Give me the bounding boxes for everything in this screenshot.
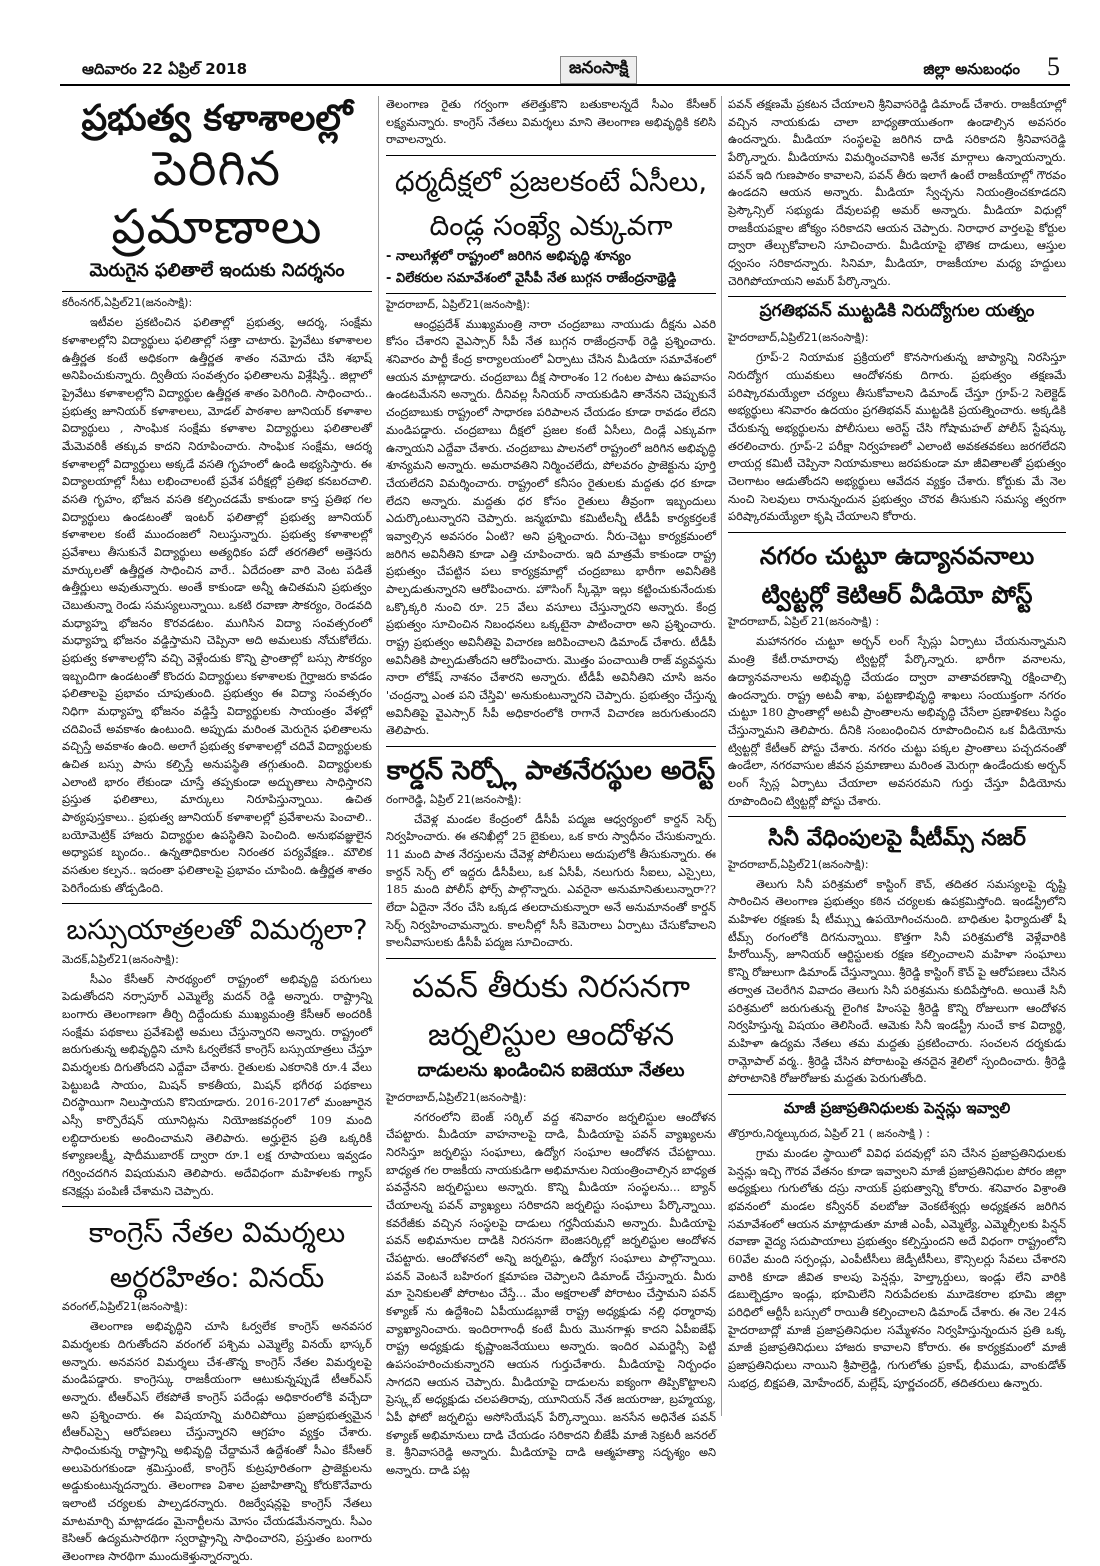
dateline: వరంగల్,ఏప్రిల్21(జనంసాక్షి): xyxy=(62,1300,188,1314)
masthead xyxy=(60,52,1070,86)
article-cordon-search xyxy=(386,755,716,952)
bullet-point: - విలేకరుల సమావేశంలో వైసీపీ నేత బుగ్గన రాజేంద్రనాథ్రెడ్డి xyxy=(386,270,677,286)
column-divider xyxy=(378,96,379,1416)
column-1 xyxy=(62,96,372,1563)
separator xyxy=(62,291,372,292)
bullet-point: - నాలుగేళ్లలో రాష్ట్రంలో జరిగిన అభివృద్ధి శూన్యం xyxy=(386,248,631,264)
article-continuation: పవన్ తక్షణమే ప్రకటన చేయాలని శ్రీనివాసరెడ్డి డిమాండ్ చేశారు. రాజకీయాల్లో వచ్చిన నాయకుడు చాలా బాధ్యతాయుతంగా ఉండాల్సిన అవసరం ఉందన్నారు. మీడియా సంస్థలపై జరిగిన దాడి సరికాదని శ్రీనివాసరెడ్డి పేర్కొన్నారు. మీడియాను విమర్శించవానికి అనేక మార్గాలు ఉన్నాయన్నారు. పవన్ ఇది గుణపాఠం కావాలని, పవన్ తీరు ఇలాగే ఉంటే రాజకీయాల్లో గౌరవం ఉండదని ఆయన అన్నారు. మీడియా స్వేచ్ఛను నియంత్రించకూడదని ప్రెస్కౌన్సిల్ సభ్యుడు దేవులపల్లి అమర్ అన్నారు. మీడియా విధుల్లో రాజకీయపక్షాల జోక్యం సరికాదని ఆయన చెప్పారు. నిరాధార వార్తలపై కోర్టుల ద్వారా తేల్చుకోవాలని సూచించారు. మీడియాపై భౌతిక దాడులు, ఆస్తుల ధ్వంసం సరికాదన్నారు. సినిమా, మీడియా, రాజకీయాల మధ్య హద్దులు చెరిగిపోయాయని అమర్ పేర్కొన్నారు. xyxy=(728,97,1066,288)
section-title: జిల్లా అనుబంధం xyxy=(923,60,1020,78)
article-congress-criticism xyxy=(62,1215,372,1565)
headline-line-1: పవన్ తీరుకు నిరసనగా xyxy=(411,969,691,1006)
dateline: తొర్రూరు,నిర్మల్కురుద, ఏప్రిల్ 21 ( జనంసాక్షి ) : xyxy=(728,1126,930,1140)
dateline: మెదక్,ఏప్రిల్21(జనంసాక్షి): xyxy=(62,952,179,966)
headline-line-1: నగరం చుట్టూ ఉద్యానవనాలు xyxy=(759,542,1035,571)
newspaper-logo: జనంసాక్షి xyxy=(560,56,637,84)
article-body: గ్రామ మండల స్థాయిలో వివిధ పదవుల్లో పని చేసిన ప్రజాప్రతినిధులకు పెన్షన్లు ఇచ్చి గౌరవ వేతనం కూడా ఇవ్వాలని మాజీ ప్రజాప్రతినిధుల పోరం జిల్లా అధ్యక్షులు గుగులోతు దస్రు నాయక్ ప్రభుత్వాన్ని కోరారు. శనివారం విశ్రాంతి భవనంలో మండల కన్వీనర్ వలబోజు వెంకటేశ్వర్లు అధ్యక్షతన జరిగిన సమావేశంలో ఆయన మాట్లాడుతూ మాజీ ఎంపీ, ఎమ్మెల్యే, ఎమ్మెల్సీలకు పిన్షన్ రవాణా వైద్య సదుపాయాలు ప్రభుత్వం కల్పిస్తుందని అదే విధంగా రాష్ట్రంలోని 60వేల మంది సర్పంచ్లు, ఎంపీటీసీలు జెడ్పీటీసీలు, కౌన్సిలర్లు సేవలు చేశారని వారికి కూడా జీవిత కాలపు పెన్షన్లు, హెల్త్కార్డులు, ఇండ్లు లేని వారికి డబుల్బెడ్రూం ఇండ్లు, భూమిలేని నిరుపేదలకు మూడెకరాల భూమి జిల్లా పరిధిలో ఆర్టీసీ బస్సులో రాయితీ కల్పించాలని డిమాండ్ చేశారు. ఈ నెల 24న హైదరాబాద్లో మాజీ ప్రజాప్రతినిధుల సమ్మేళనం నిర్వహిస్తున్నందున ప్రతి ఒక్క మాజీ ప్రజాప్రతినిధులు హాజరు కావాలని కోరారు. ఈ కార్యక్రమంలో మాజీ ప్రజాప్రతినిధులు నాయిని శ్రీపాల్రెడ్డి, గుగులోతు ప్రకాష్, భీముడు, వాంకుడోత్ సుభద్ర, బిక్షపతి, మోహేందర్, మల్లేష్, పూర్ణచందర్, తదితరులు ఉన్నారు. xyxy=(728,1145,1066,1390)
separator xyxy=(62,1206,372,1207)
article-body: సీఎం కేసీఆర్ సారథ్యంలో రాష్ట్రంలో అభివృద్ది పరుగులు పెడుతోందని నర్సాపూర్ ఎమ్మెల్యే మదన్ రెడ్డి అన్నారు. రాష్ట్రాన్ని బంగారు తెలంగాణగా తీర్చి దిద్దేందుకు ముఖ్యమంత్రి కేసీఆర్ అందరికీ సంక్షేమ పథకాలు ప్రవేశపెట్టి అమలు చేస్తున్నారని అన్నారు. రాష్ట్రంలో జరుగుతున్న అభివృద్ధిని చూసి ఓర్వలేకనే కాంగ్రెస్ బస్సుయాత్రలు చేస్తూ విమర్శలకు దిగుతోందని ఎద్దేవా చేశారు. రైతులకు ఎకరానికి రూ.4 వేలు పెట్టుబడి సాయం, మిషన్ కాకతీయ, మిషన్ భగీరథ పథకాలు చిరస్థాయిగా నిలుస్తాయని కొనియాడారు. 2016-2017లో మంజూరైన ఎస్సీ కార్పొరేషన్ యూనిట్లను నియోజకవర్గంలో 109 మంది లబ్ధిదారులకు అందించామని తెలిపారు. అర్హులైన ప్రతి ఒక్కరికీ కళ్యాణలక్ష్మీ, షాదీముబారక్ ద్వారా రూ.1 లక్ష రూపాయలు ఇవ్వడం గర్వించదగిన విషయమని తెలిపారు. అదేవిధంగా మహిళలకు గ్యాస్ కనెక్షన్లు పంపిణీ చేశామని చెప్పారు. xyxy=(62,971,372,1198)
dateline: హైదరాబాద్,ఏప్రిల్21(జనంసాక్షి): xyxy=(728,331,869,345)
article-pragathi-bhavan xyxy=(728,301,1066,526)
article-college-standards xyxy=(62,96,372,897)
dateline: హైదరాబాద్,ఏప్రిల్21(జనంసాక్షి): xyxy=(728,857,869,871)
headline-main: పెరిగిన ప్రమాణాలు xyxy=(111,141,323,255)
article-urban-parks xyxy=(728,541,1066,810)
column-divider xyxy=(721,96,722,1416)
headline-top: ప్రభుత్వ కళాశాలల్లో xyxy=(81,98,353,139)
article-body: చేవెళ్ల మండల కేంద్రంలో డీసీపీ పద్మజ ఆధ్వర్యంలో కార్డన్ సెర్చ్ నిర్వహించారు. ఈ తనిఖీల్లో 25 బైకులు, ఒక కారు స్వాధీనం చేసుకున్నారు. 11 మంది పాత నేరస్తులను చేవెళ్ల పోలీసులు అదుపులోకి తీసుకున్నారు. ఈ కార్డన్ సెర్చ్ లో ఇద్దరు డీసీపీలు, ఒక ఏసీపీ, నలుగురు సీఐలు, ఎస్సైలు, 185 మంది పోలీస్ ఫోర్స్ పాల్గొన్నారు. ఎవరైనా అనుమానితులున్నారా?? లేదా ఏదైనా నేరం చేసి ఒక్కడ తలదాచుకున్నారా అనే అనుమానంతో కార్డన్ సెర్చ్ నిర్వహించామన్నారు. కాలనీల్లో సీసీ కెమెరాలు ఏర్పాటు చేసుకోవాలని కాలనీవాసులకు డీసీపీ పద్మజ సూచించారు. xyxy=(386,811,716,950)
headline: సినీ వేధింపులపై షీటీమ్స్ నజర్ xyxy=(768,826,1026,852)
column-3 xyxy=(728,96,1066,1421)
issue-date: ఆదివారం 22 ఏప్రిల్ 2018 xyxy=(82,60,248,78)
dateline: హైదరాబాద్, ఏప్రిల్ 21(జనంసాక్షి) : xyxy=(728,615,880,629)
headline-line-2: ట్విట్టర్లో కెటిఆర్ వీడియో పోస్ట్ xyxy=(761,581,1033,610)
headline-line-2: జర్నలిస్టుల ఆందోళన xyxy=(427,1017,675,1054)
dateline: కరీంనగర్,ఏప్రిల్21(జనంసాక్షి): xyxy=(62,296,193,310)
article-body: తెలుగు సినీ పరిశ్రమలో కాస్టింగ్ కౌచ్, తదితర సమస్యలపై దృష్టి సారించిన తెలంగాణ ప్రభుత్వం కఠిన చర్యలకు ఉపక్రమిస్తోంది. ఇండస్ట్రీలోని మహిళల రక్షణకు షీ టీమ్స్ను ఉపయోగించనుంది. బాధితుల ఫిర్యాదుతో షీ టీమ్స్ రంగంలోకి దిగనున్నాయి. కొత్తగా సినీ పరిశ్రమలోకి వెళ్లేవారికి హీరోయిన్స్, జూనియర్ ఆర్టిస్టులకు రక్షణ కల్పించాలని మహిళా సంఘాలు కొన్ని రోజులుగా డిమాండ్ చేస్తున్నాయి. శ్రీరెడ్డి కాస్టింగ్ కౌచ్ పై ఆరోపణలు చేసిన తర్వాత చెలరేగిన వివాదం తెలుగు సినీ పరిశ్రమను కుదిపేస్తోంది. అయితే సినీ పరిశ్రమలో జరుగుతున్న లైంగిక హింసపై శ్రీరెడ్డి కొన్ని రోజులుగా ఆందోళన నిర్వహిస్తున్న విషయం తెలిసిందే. ఆమెకు సినీ ఇండస్ట్రీ నుంచే కాక విద్యార్థి, మహిళా ఉద్యమ నేతలు తమ మద్దతు ప్రకటించారు. సంచలన దర్శకుడు రామ్గోపాల్ వర్మ.. శ్రీరెడ్డి చేసిన పోరాటంపై తనదైన శైలిలో స్పందించారు. శ్రీరెడ్డి పోరాటానికి రోజురోజుకు మద్దతు పెరుగుతోంది. xyxy=(728,876,1066,1086)
headline: బస్సుయాత్రలతో విమర్శలా? xyxy=(66,913,368,947)
separator xyxy=(386,155,716,156)
separator xyxy=(62,903,372,904)
separator xyxy=(386,958,716,959)
article-she-teams xyxy=(728,825,1066,1088)
separator xyxy=(728,816,1066,817)
separator xyxy=(728,532,1066,533)
dateline: హైదరాబాద్,ఏప్రిల్21(జనంసాక్షి): xyxy=(386,1090,527,1104)
article-dharma-deeksha xyxy=(386,164,716,740)
headline-line-1: కాంగ్రెస్ నేతల విమర్శలు xyxy=(88,1216,346,1250)
headline: మాజీ ప్రజాప్రతినిధులకు పెన్షన్లు ఇవ్వాలి xyxy=(783,1098,1011,1117)
article-bus-yatra xyxy=(62,912,372,1200)
column-2 xyxy=(386,96,716,1478)
article-body: తెలంగాణ అభివృద్ధిని చూసి ఓర్వలేక కాంగ్రెస్ అనవసర విమర్శలకు దిగుతోందని వరంగల్ పశ్చిమ ఎమ్మెల్యే వినయ్ భాస్కర్ అన్నారు. అనవసర విమర్శలు చేశ-తొన్న కాంగ్రెస్ నేతల విమర్శలపై మండిపడ్డారు. కాంగ్రెస్కు రాజకీయంగా ఆటుకున్నప్పుడే టీఆర్ఎస్ అన్నారు. టీఆర్ఎస్ లేకపోతే కాంగ్రెస్ పదేండ్లు అధికారంలోకి వచ్చేదా అని ప్రశ్నించారు. ఈ విషయాన్ని మరిచిపోయి ప్రజాప్రభుత్వమైన టీఆర్ఎస్పై ఆరోపణలు చేస్తున్నారని ఆగ్రహం వ్యక్తం చేశారు. సాధించుకున్న రాష్ట్రాన్ని అభివృద్ది చేద్దామనే ఉద్దేశంతో సీఎం కేసీఆర్ అలుపెరుగకుండా శ్రమిస్తుంటే, కాంగ్రెస్ కుట్రపూరితంగా ప్రాజెక్టులను అడ్డుకుంటున్నదన్నారు. తెలంగాణ విశాల ప్రజాహితాన్ని కోరుకొనేవారు ఇలాంటి చర్యలకు పాల్పడరన్నారు. రిజర్వేషన్లపై కాంగ్రెస్ నేతలు మాటమార్చి మాట్లాడడం మైనార్టీలను మోసం చేయడమేనన్నారు. సీఎం కెసిఆర్ ఉద్యమసారథిగా స్వరాష్ట్రాన్ని సాధించారని, ప్రస్తుతం బంగారు తెలంగాణ సారథిగా ముందుకెళ్తున్నారన్నారు. xyxy=(62,1319,372,1563)
article-continuation: తెలంగాణ రైతు గర్వంగా తలెత్తుకొని బతుకాలన్నదే సీఎం కేసీఆర్ లక్ష్యమన్నారు. కాంగ్రెస్ నేతలు విమర్శలు మాని తెలంగాణ అభివృద్ధికి కలిసి రావాలన్నారు. xyxy=(386,97,716,147)
separator xyxy=(386,746,716,747)
article-body: నగరంలోని బెంజ్ సర్కిల్ వద్ద శనివారం జర్నలిస్టుల ఆందోళన చేపట్టారు. మీడియా వాహనాలపై దాడి, మీడియాపై పవన్ వ్యాఖ్యలను నిరసిస్తూ జర్నలిస్టు సంఘాలు, ఉద్యోగ సంఘాల ఆందోళన చేపట్టాయి. బాధ్యత గల రాజకీయ నాయకుడిగా అభిమానుల నియంత్రించాల్సిన బాధ్యత పవన్దేనని జర్నలిస్టులు అన్నారు. కొన్ని మీడియా సంస్థలను... బ్యాన్ చేయాలన్న పవన్ వ్యాఖ్యలు సరికాదని జర్నలిస్టు సంఘాలు పేర్కొన్నాయి. కవరేజీకు వచ్చిన సంస్థలపై దాడులు గర్హనీయమని అన్నారు. మీడియాపై పవన్ అభిమానుల దాడికి నిరసనగా బెంజిసర్కిల్లో జర్నలిస్టుల ఆందోళన చేపట్టారు. ఆందోళనలో అన్ని జర్నలిస్టు, ఉద్యోగ సంఘాలు పాల్గొన్నాయి. పవన్ వెంటనే బహిరంగ క్షమాపణ చెప్పాలని డిమాండ్ చేస్తున్నారు. మీరు మా సైనికులతో పోరాటం చేస్తే... మేం అక్షరాలతో పోరాటం చేస్తామని పవన్ కళ్యాణ్ ను ఉద్దేశించి ఏపీయుడబ్లూజే రాష్ట్ర అధ్యక్షుడు నల్లి ధర్మారావు వ్యాఖ్యానించారు. ఇందిరాగాంధీ కంటే మీరు మొనగాళ్లు కాదని ఏపీఐజేఫ్ రాష్ట్ర అధ్యక్షుడు కృష్ణాంజనేయులు అన్నారు. ఇందిర ఎమర్జెన్సీ పెట్టి ఉపసంహరించుకున్నారని ఆయన గుర్తుచేశారు. మీడియాపై నిర్బంధం సాగదని ఆయన చెప్పారు. మీడియాపై దాడులను ఐక్యంగా తిప్పికొట్టాలని ప్రెస్క్లబ్ అధ్యక్షుడు చలపతిరావు, యూనియన్ నేత జయరాజు, బ్రహ్మయ్య, ఏపీ ఫోటో జర్నలిస్టు అసోసియేషన్ పేర్కొన్నాయి. జనసేన అధినేత పవన్ కళ్యాణ్ అభిమానులు దాడి చేయడం సరికాదని బీజేపీ మాజీ సెక్రటరీ జనరల్ కె. శ్రీనివాసరెడ్డి అన్నారు. మీడియాపై దాడి ఆత్మహత్యా సదృశ్యం అని అన్నారు. దాడి పట్ల xyxy=(386,1109,716,1478)
article-pensions xyxy=(728,1099,1066,1392)
headline-line-2: దిండ్ల సంఖ్యే ఎక్కువగా xyxy=(429,209,673,243)
separator xyxy=(386,293,716,294)
page-number: 5 xyxy=(1047,52,1060,81)
article-body: మహానగరం చుట్టూ అర్బన్ లంగ్ స్పేస్లు ఏర్పాటు చేయనున్నామని మంత్రి కేటీ.రామారావు ట్విట్టర్లో పేర్కొన్నారు. భారీగా వనాలను, ఉద్యానవనాలను అభివృద్ధి చేయడం ద్వారా వాతావరణాన్ని రక్షించాల్సి ఉందన్నారు. రాష్ట్ర అటవీ శాఖ, పట్టణాభివృద్ధి శాఖలు సంయుక్తంగా నగరం చుట్టూ 180 ప్రాంతాల్లో అటవీ ప్రాంతాలను అభివృద్ధి చేసేలా ప్రణాళికలు సిద్ధం చేస్తున్నామని తెలిపారు. దీనికి సంబంధించిన రూపొందించిన ఒక వీడియోను ట్విట్టర్లో కేటీఆర్ పోస్టు చేశారు. నగరం చుట్టు పక్కల ప్రాంతాలు పచ్చదనంతో ఉండేలా, నగరవాసుల జీవన ప్రమాణాలు మరింత మెరుగ్గా ఉండేందుకు అర్బన్ లంగ్ స్పేస్ల ఏర్పాటు చేయాలా అవసరమని గుర్తు చేస్తూ వీడియోను రూపొందించి ట్విట్టర్లో పోస్టు చేశారు. xyxy=(728,634,1066,808)
separator xyxy=(728,1094,1066,1095)
article-journalists-protest xyxy=(386,967,716,1480)
headline-line-2: అర్థరహితం: వినయ్ xyxy=(109,1260,325,1294)
subheadline: మెరుగైన ఫలితాలే ఇందుకు నిదర్శనం xyxy=(89,260,345,282)
article-body: గ్రూప్-2 నియామక ప్రక్రియలో కొనసాగుతున్న జాప్యాన్ని నిరసిస్తూ నిరుద్యోగ యువకులు ఆందోళనకు దిగారు. ప్రభుత్వం తక్షణమే పరిష్కారమయ్యేలా చర్యలు తీసుకోవాలని డిమాండ్ చేస్తూ గ్రూప్-2 సెలెక్టెడ్ అభ్యర్థులు శనివారం ఉదయం ప్రగతిభవన్ ముట్టడికి ప్రయత్నించారు. అక్కడికి చేరుకున్న అభ్యర్థులను పోలీసులు అరెస్ట్ చేసి గోషామహల్ పోలీస్ స్టేషన్కు తరలించారు. గ్రూప్-2 పరీక్షా నిర్వహణలో ఎలాంటి అవకతవకలు జరగలేదని లాయర్ల కమిటీ చెప్పినా నియామకాలు జరపకుండా మా జీవితాలతో ప్రభుత్వం చెలగాటం ఆడుతోందని అభ్యర్థులు ఆవేదన వ్యక్తం చేశారు. కోర్టుకు మే నెల నుంచి సెలవులు రానున్నందున ప్రభుత్వం చొరవ తీసుకుని సమస్య త్వరగా పరిష్కారమయ్యేలా కృషి చేయాలని కోరారు. xyxy=(728,350,1066,524)
subheadline: దాడులను ఖండించిన ఐజెయూ నేతలు xyxy=(417,1059,685,1081)
headline-line-1: ధర్మదీక్షలో ప్రజలకంటే ఏసీలు, xyxy=(394,165,708,199)
dateline: హైదరాబాద్, ఏప్రిల్21(జనంసాక్షి): xyxy=(386,297,531,311)
headline: ప్రగతిభవన్ ముట్టడికి నిరుద్యోగుల యత్నం xyxy=(759,301,1035,322)
headline: కార్డన్ సెర్చ్లో పాతనేరస్థుల అరెస్ట్ xyxy=(386,755,716,786)
separator xyxy=(728,296,1066,297)
article-body: ఆంధ్రప్రదేశ్ ముఖ్యమంత్రి నారా చంద్రబాబు నాయుడు దీక్షను ఎవరి కోసం చేశారని వైఎస్సార్ సీపీ నేత బుగ్గన రాజేంద్రనాథ్ రెడ్డి ప్రశ్నించారు. శనివారం పార్టీ కేంద్ర కార్యాలయంలో ఏర్పాటు చేసిన మీడియా సమావేశంలో ఆయన మాట్లాడారు. చంద్రబాబు దీక్ష సారాంశం 12 గంటల పాటు ఉపవాసం ఉండటమేనని అన్నారు. దీనివల్ల సీనియర్ నాయకుడిని తానేనని చెప్పుకునే చంద్రబాబుకు రాష్ట్రంలో సాధారణ పరిపాలన చేయడం కూడా రావడం లేదని మండిపడ్డారు. చంద్రబాబు దీక్షలో ప్రజల కంటే ఏసీలు, దిండ్లే ఎక్కువగా ఉన్నాయని ఎద్దేవా చేశారు. చంద్రబాబు పాలనలో రాష్ట్రంలో జరిగిన అభివృద్ధి శూన్యమని అన్నారు. అమరావతిని నిర్మించలేదు, పోలవరం ప్రాజెక్టును పూర్తి చేయలేదని విమర్శించారు. రాష్ట్రంలో కనీసం రైతులకు మద్దతు ధర కూడా లేదని అన్నారు. మద్దతు ధర కోసం రైతులు తీవ్రంగా ఇబ్బందులు ఎదుర్కొంటున్నారని చెప్పారు. జన్మభూమి కమిటీలన్నీ టీడీపీ కార్యకర్తలకే ఇవ్వాల్సిన అవసరం ఏంటి? అని ప్రశ్నించారు. నీరు-చెట్టు కార్యక్రమంలో జరిగిన అవినీతిని కూడా ఎత్తి చూపించారు. ఇది మాత్రమే కాకుండా రాష్ట్ర ప్రభుత్వం చేపట్టిన పలు కార్యక్రమాల్లో చంద్రబాబు భారీగా అవినీతికి పాల్పడుతున్నారని ఆరోపించారు. హౌసింగ్ స్కీమ్లో ఇల్లు కట్టించుకునేందుకు ఒక్కొక్కరి నుంచి రూ. 25 వేలు వసూలు చేస్తున్నారని అన్నారు. కేంద్ర ప్రభుత్వం సూచించిన నిబంధనలు ఒక్కటైనా పాటించారా అని ప్రశ్నించారు. రాష్ట్ర ప్రభుత్వం అవినీతిపై విచారణ జరిపించాలని డిమాండ్ చేశారు. టీడీపీ అవినీతికి పాల్పడుతోందని ఆరోపించారు. మొత్తం పంచాయితీ రాజ్ వ్యవస్థను నారా లోకేష్ నాశనం చేశారని అన్నారు. టీడీపీ అవినీతిని చూసి జనం 'చంద్రన్నా ఎంత పని చేస్తివి' అనుకుంటున్నారని చెప్పారు. ప్రభుత్వం చేస్తున్న అవినీతిపై వైఎస్సార్ సీపీ అధికారంలోకి రాగానే విచారణ జరుగుతుందని తెలిపారు. xyxy=(386,316,716,738)
article-body: ఇటీవల ప్రకటించిన ఫలితాల్లో ప్రభుత్వ, ఆదర్శ, సంక్షేమ కళాశాలల్లోని విద్యార్థులు ఫలితాల్లో సత్తా చాటారు. ప్రైవేటు కళాశాలల ఉత్తీర్ణత కంటే అధికంగా ఉత్తీర్ణత శాతం నమోదు చేసి శభాష్ అనిపించుకున్నారు. ద్వితీయ సంవత్సరం ఫలితాలను విశ్లేషిస్తే.. జిల్లాలో ప్రైవేటు కళాశాలల్లోని విద్యార్థుల ఉత్తీర్ణత శాతం పెరిగింది. సాధించారు.. ప్రభుత్వ జూనియర్ కళాశాలలు, మోడల్ పాఠశాల జూనియర్ కళాశాల విద్యార్థులు , సాంఘిక సంక్షేమ కళాశాల విద్యార్థులు ఫలితాలతో మేమెవరికీ తక్కువ కాదని నిరూపించారు. సాంఘిక సంక్షేమ, ఆదర్శ కళాశాలల్లో విద్యార్థులు అక్కడే వసతి గృహంలో ఉండి అభ్యసిస్తారు. ఈ విద్యాలయాల్లో సీటు లభించాలంటే ప్రవేశ పరీక్షల్లో ప్రతిభ కనబరచాలి. వసతి గృహం, భోజన వసతి కల్పించడమే కాకుండా కాస్త ప్రతిభ గల విద్యార్థులు ఉండటంతో ఇంటర్ ఫలితాల్లో ప్రభుత్వ జూనియర్ కళాశాలల కంటే ముందంజలో నిలుస్తున్నారు. ప్రభుత్వ కళాశాలల్లో ప్రవేశాలు తీసుకునే విద్యార్థులు అత్యధికం పదో తరగతిలో అత్తెసరు మార్కులతో ఉత్తీర్ణత సాధించిన వారే.. ఏదేదంతా వారి వెంట పడితే ఉత్తీర్ణులు అవుతున్నారు. అంతే కాకుండా అన్నీ ఉచితమని ప్రభుత్వం చెబుతున్నా రెండు సమస్యలున్నాయి. ఒకటి రవాణా సౌకర్యం, రెండవది మధ్యాహ్న భోజనం కొరవడటం. ముగిసిన విద్యా సంవత్సరంలో మధ్యాహ్న భోజనం వడ్డిస్తామని చెప్పినా అది అమలుకు నోచుకోలేదు. ప్రభుత్వ కళాశాలల్లోని వచ్చి వెళ్లేందుకు కొన్ని ప్రాంతాల్లో బస్సు సౌకర్యం ఇబ్బందిగా ఉండటంతో కొందరు విద్యార్థులు కళాశాలకు గైర్హాజరు కావడం ఫలితాలపై ప్రభావం చూపుతుంది. ప్రభుత్వం ఈ విద్యా సంవత్సరం నిధిగా మధ్యాహ్న భోజనం వడ్డిస్తే విద్యార్థులకు సాయంత్రం వేళల్లో చదివించే అవకాశం ఉంటుంది. అప్పుడు మరింత మెరుగైన ఫలితాలను వచ్చిస్తే అవకాశం ఉంది. అలాగే ప్రభుత్వ కళాశాలల్లో చదివే విద్యార్థులకు ఉచిత బస్సు పాసు కల్పిస్తే అనుపస్థితి తగ్గుతుంది. విద్యార్థులకు ఎలాంటి భారం లేకుండా చూస్తే తప్పకుండా అద్భుతాలు సాధిస్తారని ప్రస్తుత ఫలితాలు, మార్కులు నిరూపిస్తున్నాయి. ఉచిత పాఠ్యపుస్తకాలు.. ప్రభుత్వ జూనియర్ కళాశాలల్లో ప్రవేశాలను పెంచాలి.. బయోమెట్రిక్ హాజరు విద్యార్థుల ఉపస్థితిని పెంచింది. అనుభవజ్ఞులైన అధ్యాపక బృందం.. ఉన్నతాధికారుల నిరంతర పర్యవేక్షణ.. మౌలిక వసతుల కల్పన.. ఇదంతా ఫలితాలపై ప్రభావం చూపింది. ఉత్తీర్ణత శాతం పెరిగేందుకు తోడ్పడింది. xyxy=(62,315,372,895)
dateline: రంగారెడ్డి, ఏప్రిల్ 21(జనంసాక్షి): xyxy=(386,792,522,806)
